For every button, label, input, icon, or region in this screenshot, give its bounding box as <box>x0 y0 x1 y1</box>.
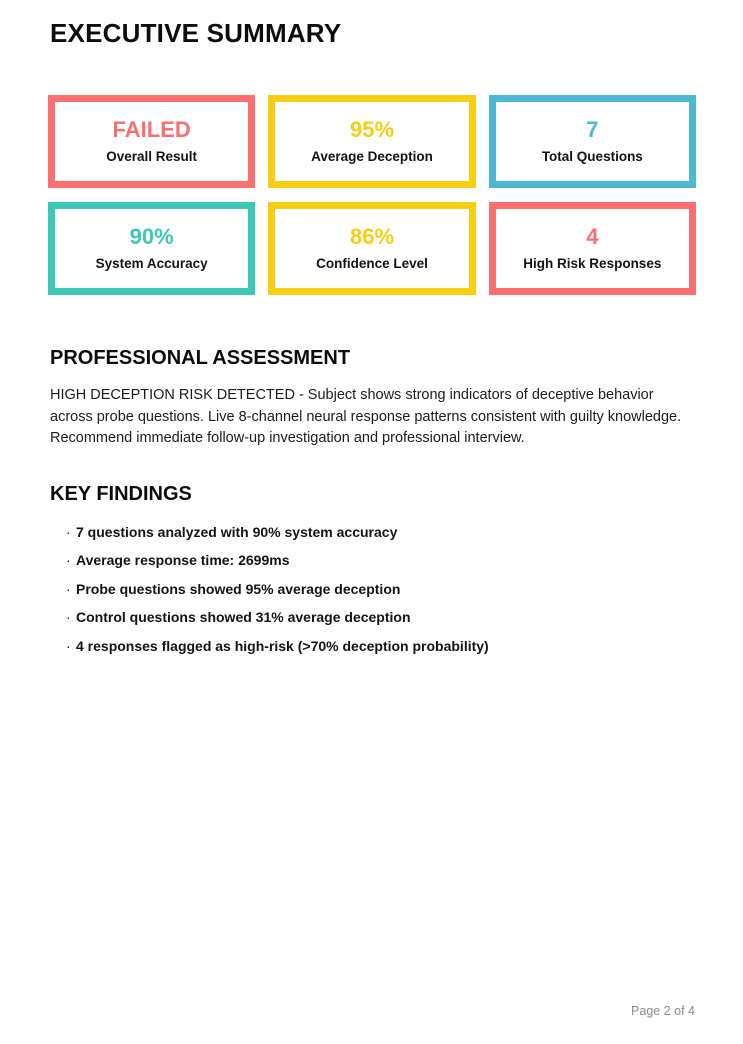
key-findings-list <box>50 525 693 654</box>
stat-label: High Risk Responses <box>523 256 662 271</box>
key-finding-item <box>50 610 693 625</box>
key-finding-item <box>50 525 693 540</box>
page-title: EXECUTIVE SUMMARY <box>50 18 342 48</box>
stat-label: System Accuracy <box>95 256 208 271</box>
stat-label: Total Questions <box>541 149 643 164</box>
stat-card-overall-result <box>48 95 255 188</box>
key-finding-text: Probe questions showed 95% average deception <box>76 580 401 597</box>
stat-label: Overall Result <box>106 149 198 164</box>
professional-assessment-heading: PROFESSIONAL ASSESSMENT <box>50 347 351 369</box>
bullet-dot-icon: · <box>66 609 71 625</box>
stat-card-confidence-level <box>268 202 475 295</box>
professional-assessment-body: HIGH DECEPTION RISK DETECTED - Subject shows strong indicators of deceptive behavior across probe questions. Live 8-channel neural response patterns consistent with guilty knowledge. Recommend immediate follow-up investigation and professional interview. <box>50 387 682 446</box>
stat-card-average-deception <box>268 95 475 188</box>
stat-card-total-questions <box>489 95 696 188</box>
key-finding-text: Control questions showed 31% average deception <box>76 609 411 625</box>
stat-value: 7 <box>586 117 599 142</box>
key-finding-item <box>50 553 693 568</box>
bullet-dot-icon: · <box>66 637 71 654</box>
bullet-dot-icon: · <box>66 580 71 597</box>
key-finding-text: Average response time: 2699ms <box>76 552 290 568</box>
stat-value: 4 <box>586 224 599 249</box>
stat-card-system-accuracy <box>48 202 255 295</box>
stat-value: 90% <box>129 224 174 249</box>
key-findings-heading: KEY FINDINGS <box>50 482 192 505</box>
stat-card-grid <box>48 95 696 295</box>
stat-label: Average Deception <box>311 149 433 164</box>
stat-card-high-risk-responses <box>489 202 696 295</box>
key-finding-item <box>50 582 693 597</box>
stat-value: FAILED <box>112 117 191 142</box>
page-number: Page 2 of 4 <box>631 1004 695 1018</box>
bullet-dot-icon: · <box>66 552 71 568</box>
bullet-dot-icon: · <box>66 523 71 540</box>
stat-value: 95% <box>349 117 395 142</box>
key-finding-item <box>50 639 693 654</box>
stat-label: Confidence Level <box>316 256 428 271</box>
stat-value: 86% <box>349 224 395 249</box>
key-finding-text: 4 responses flagged as high-risk (>70% deception probability) <box>76 637 489 654</box>
key-finding-text: 7 questions analyzed with 90% system accuracy <box>76 523 398 540</box>
